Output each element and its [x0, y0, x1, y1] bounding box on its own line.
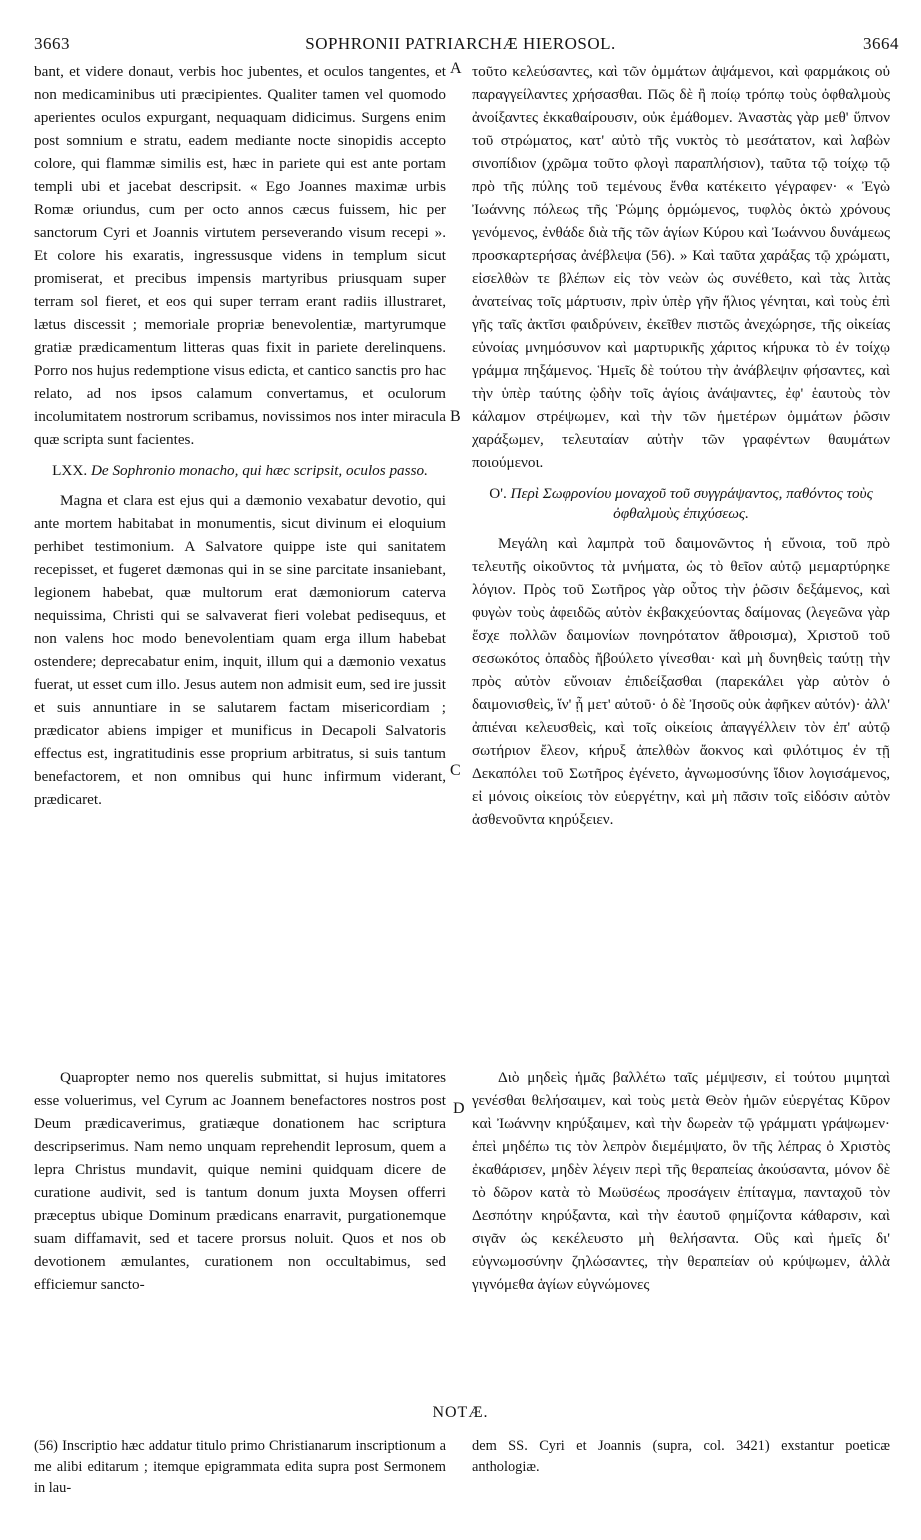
greek-chapter-title: Περὶ Σωφρονίου μοναχοῦ τοῦ συγγράψαντος, παθόντος τοὺς ὀφθαλμοὺς ἐπιχύσεως. [510, 485, 873, 522]
latin-chapter-number: LXX. [52, 462, 88, 479]
latin-paragraph-3: Quapropter nemo nos querelis submittat, si hujus imitatores esse voluerimus, vel Cyrum ac Joannem benefactores nostros post Deum prædicaverimus, gratiæque donationem hac scriptura descripserimus. Nam nemo unquam reprehendit leprosum, quem a lepra Christus mundavit, quique nemini quidquam dicere de curatione audivit, sed is tantum donum juxta Moysen offerri præceptus ubique Dominum prædicans enarravit, purgationemque suam diffamavit, sed et tacere prorsus noluit. Quos et nos ob devotionem æmulantes, curationem non occultabimus, sed efficiemur sancto- [34, 1069, 446, 1293]
section-marker-a: A [450, 60, 462, 77]
note-56-left: (56) Inscriptio hæc addatur titulo primo Christianarum inscriptionum a me alibi editarum ; itemque epigrammata edita supra post Sermonem in lau- [34, 1438, 446, 1496]
latin-column-top [34, 60, 446, 811]
greek-paragraph-3: Διὸ μηδεὶς ἡμᾶς βαλλέτω ταῖς μέμψεσιν, εἰ τούτου μιμηταὶ γενέσθαι θελήσαιμεν, καὶ τοὺς μετὰ Θεὸν ἡμῶν εὐεργέτας Κῦρον καὶ Ἰωάννην κηρύξαιμεν, καὶ τὴν δωρεὰν τῷ γράμματι γράψωμεν· ἐπεὶ μηδέπω τις τὸν λεπρὸν διεμέμψατο, ὃν τῆς λέπρας ὁ Χριστὸς ἐκαθάρισεν, μηδὲν λέγειν περὶ τῆς θεραπείας ἀκούσαντα, μόνον δὲ τὸ δῶρον κατὰ τὸ Μωϋσέως προσάγειν ἐπίταγμα, πανταχοῦ τὸν Δεσπότην κηρύξαντα, καὶ τὴν ἑαυτοῦ φημίζοντα κάθαρσιν, καὶ σιγᾶν ὡς κεκέλευστο μὴ θελήσαντα. Οὓς καὶ ἡμεῖς δι' εὐγνωμοσύνην ζηλώσαντες, τὴν θεραπείαν οὐ κρύψωμεν, ἀλλὰ γιγνόμεθα ἁγίων εὐγνώμονες [472, 1069, 890, 1293]
note-56-right: dem SS. Cyri et Joannis (supra, col. 3421) exstantur poeticæ anthologiæ. [472, 1438, 890, 1475]
section-marker-c: C [450, 762, 461, 779]
greek-chapter-number: Ο'. [489, 485, 507, 502]
greek-paragraph-1: τοῦτο κελεύσαντες, καὶ τῶν ὀμμάτων ἀψάμενοι, καὶ φαρμάκοις οὐ παραγγείλαντες χρήσασθαι. Πῶς δὲ ἢ ποίῳ τρόπῳ τοὺς ὀφθαλμοὺς ἀνοίξαντες ἐκκαθαίρουσιν, οὐκ ἐμάθομεν. Ἀναστὰς γὰρ μεθ' ὕπνον τοῦ στρώματος, κατ' αὐτὸ τῆς νυκτὸς τὸ μεσάτατον, καὶ λαβὼν σινοπίδιον (χρῶμα τοῦτο φλογὶ παραπλήσιον), ταῦτα τῷ τοίχῳ τῷ πρὸ τῆς πύλης τοῦ τεμένους ἔνθα κατέκειτο γέγραφεν· « Ἐγὼ Ἰωάννης πόλεως τῆς Ῥώμης ὁρμώμενος, τυφλὸς ὀκτὼ χρόνους γενόμενος, ἐνθάδε διὰ τῆς τῶν ἁγίων Κύρου καὶ Ἰωάννου δυνάμεως προσκαρτερήσας ἀνέβλεψα (56). » Καὶ ταῦτα χαράξας τῷ χρώματι, εἰσελθὼν τε βλέπων εἰς τὸν νεὼν ὡς συνέθετο, καὶ τὰς λιτὰς ἀνατείνας τοῖς μάρτυσιν, πρὶν ὑπὲρ γῆν ἥλιος γένηται, καὶ τοὺς ἐπὶ γῆς ταῖς ἀκτῖσι φαιδρύνειν, ἐκεῖθεν πιστῶς ἀνεχώρησε, τῆς οἰκείας εὐνοίας μνημόσυνον καὶ μαρτυρικῆς χάριτος κήρυκα τὸ ἐν τοίχῳ γράμμα πηξάμενος. Ἡμεῖς δὲ τούτου τὴν ἀνάβλεψιν φήσαντες, καὶ τὴν ὑπὲρ ταύτης ᾠδὴν τοῖς ἁγίοις ἀνάψαντες, ἐφ' ἑαυτοὺς τὸν κάλαμον στρέψωμεν, καὶ τὴν τῶν ἡμετέρων ὀμμάτων ῥῶσιν χαράξωμεν, τελευταίαν αὐτὴν τῶν γραφέντων θαυμάτων ποιούμενοι. [472, 63, 890, 471]
section-marker-d: D [453, 1100, 465, 1117]
greek-column-top [472, 60, 890, 831]
running-title: SOPHRONII PATRIARCHÆ HIEROSOL. [305, 34, 616, 53]
notes-heading: NOTÆ. [432, 1404, 489, 1421]
greek-chapter-heading [472, 484, 890, 524]
latin-column-bottom [34, 1066, 446, 1296]
section-marker-b: B [450, 408, 461, 425]
greek-column-bottom [472, 1066, 890, 1296]
left-page-number: 3663 [34, 34, 70, 53]
right-page-number: 3664 [863, 34, 899, 53]
latin-paragraph-1: bant, et videre donaut, verbis hoc jubentes, et oculos tangentes, et non medicaminibus uti præcipientes. Qualiter tamen vel quomodo aperientes oculos expurgant, nequaquam didicimus. Surgens enim post somnium e stratu, eadem mediante nocte sinopidis accepto colore, qui flammæ similis est, hæc in pariete qui est ante portam templi ubi et jacebat descripsit. « Ego Joannes maximæ urbis Romæ oriundus, cum per octo annos cæcus fuissem, hic per sanctorum Cyri et Joannis virtutem perseverando visum recepi ». Et colore his exaratis, ingressusque videns in templum sicut promiserat, et precibus impensis martyribus priusquam super terram sol fieret, et eos qui super terram erant radiis illustraret, lætus discessit ; memoriale propriæ benevolentiæ, martyrumque gratiæ prædicamentum litteras quas fixit in pariete derelinquens. Porro nos hujus redemptione visus edicta, et cantico sanctis pro hac relato, ad nos ipsos calamum convertamus, et oculorum incolumitatem nostrorum scribamus, novissimos nos inter miracula quæ scripta sunt facientes. [34, 63, 446, 448]
greek-paragraph-2: Μεγάλη καὶ λαμπρὰ τοῦ δαιμονῶντος ἡ εὔνοια, τοῦ πρὸ τελευτῆς οἰκοῦντος τὰ μνήματα, ὡς τὸ θεῖον αὐτῷ μεμαρτύρηκε λόγιον. Πρὸς τοῦ Σωτῆρος γὰρ οὗτος τὴν ῥῶσιν δεξάμενος, καὶ φυγὼν τοὺς ἀφειδῶς αὐτὸν ἐκβακχεύοντας δαίμονας (λεγεῶνα γὰρ ἔσχε πολλῶν δαιμονίων πονηρότατον ἄθροισμα), Χριστοῦ τοῦ σεσωκότος ὀπαδὸς ἤβούλετο γίνεσθαι· καὶ μὴ δυνηθεὶς ταύτῃ τὴν πρὸς αὐτὸν εὔνοιαν ἐπιδείξασθαι (παρεκάλει γὰρ αὐτὸν ὁ δαιμονισθεὶς, ἵν' ᾖ μετ' αὐτοῦ· ὁ δὲ Ἰησοῦς οὐκ ἀφῆκεν αὐτόν)· ἀλλ' ἀπιέναι κελευσθεὶς, καὶ τοῖς οἰκείοις ἀπαγγέλλειν τὸν ἐπ' αὐτῷ σωτήριον ἔλεον, κήρυξ ἀπελθὼν ἄοκνος καὶ φιλότιμος ἐν τῇ Δεκαπόλει τοῦ Σωτῆρος ἐγένετο, ἀγνωμοσύνης ἴδιον λογισάμενος, εἰ μόνοις οἰκείοις τὸν εὐεργέτην, καὶ μὴ πᾶσιν τοῖς εἰδόσιν αὐτὸν ἀσθενοῦντα κηρύξειεν. [472, 535, 890, 828]
latin-chapter-title: De Sophronio monacho, qui hæc scripsit, oculos passo. [90, 462, 428, 479]
latin-paragraph-2: Magna et clara est ejus qui a dæmonio vexabatur devotio, qui ante mortem habitabat in monumentis, sicut divinum ei eloquium perhibet testimonium. A Salvatore quippe iste qui sanitatem recepisset, et fugeret dæmonas qui in se sine parcitate insaniebant, legionem habebat, quæ multorum erat dæmoniorum caterva nequissima, Christi qui se salvaverat fieri volebat pedisequus, et non valens hoc modo benevolentiam quam erga illum habebat ostendere; deprecabatur enim, inquit, illum qui a dæmonio vexatus fuerat, ut esset cum illo. Jesus autem non admisit eum, sed ire jussit et suis annuntiare in se salutarem factam misericordiam ; prædicator abiens impiger et munificus in Decapoli Salvatoris effectus est, ingratitudinis esse proprium arbitratus, si suis tantum benefactorem, et non omnibus qui hunc infirmum viderant, prædicaret. [34, 492, 446, 808]
latin-chapter-heading [34, 461, 446, 481]
